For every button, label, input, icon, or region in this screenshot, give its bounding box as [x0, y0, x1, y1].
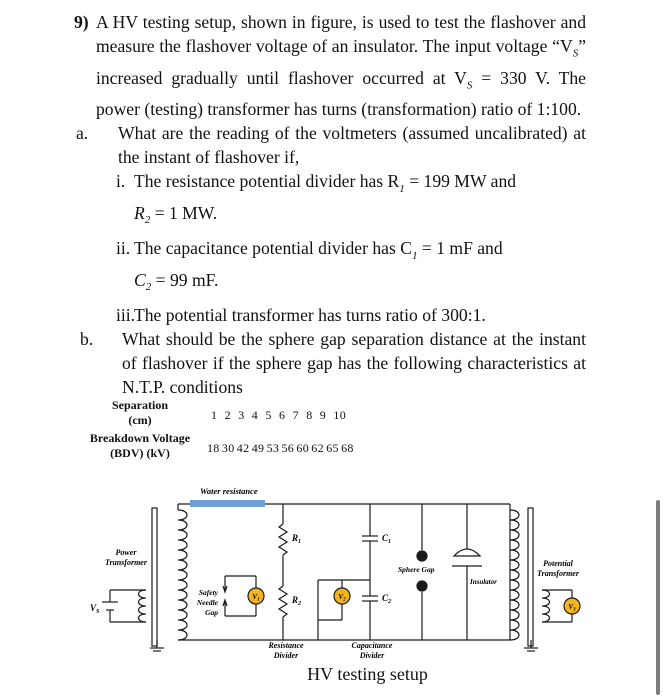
v2-meter — [334, 588, 350, 604]
r2-label: $R_2$ — [292, 595, 302, 607]
potential-transformer-label-1: Potential — [543, 559, 573, 568]
part-b-text: What should be the sphere gap separation distance at the instant of flashover if the sphere gap has the following characteristics at N.T.P. conditions — [122, 329, 586, 398]
safety-gap-label-1: Safety — [198, 588, 218, 597]
c2-label: $C_2$ — [382, 593, 392, 605]
primary-winding — [139, 590, 147, 622]
sphere-gap-label: Sphere Gap — [398, 565, 435, 574]
separation-values: 1 2 3 4 5 6 7 8 9 10 — [211, 408, 346, 422]
bdv-label: Breakdown Voltage (BDV) (kV) — [89, 431, 191, 460]
bdv-values: 18 30 42 49 53 56 60 62 65 68 — [207, 441, 354, 455]
pt-secondary — [542, 590, 550, 622]
capacitance-divider-label-1: Capacitance — [351, 641, 393, 650]
safety-gap-label-3: Gap — [205, 608, 218, 617]
r2-resistor — [279, 586, 287, 617]
question-text: A HV testing setup, shown in figure, is used to test the flashover and measure the flashover voltage of an insulator. The input voltage “$V_S$” increased gradually until flashover occurred at $V_S = 330$ V. The power (testing) transformer has turns (transformation) ratio of 1:100. — [96, 12, 586, 120]
r1-label: $R_1$ — [292, 533, 302, 545]
figure-caption: HV testing setup — [307, 664, 428, 684]
insulator-label: Insulator — [470, 578, 497, 586]
v2-label: $V_2$ — [338, 593, 346, 603]
part-a-item-2: ii. The capacitance potential divider has $C_1 = 1$ mF and $C_2 = 99$ mF. — [116, 238, 503, 294]
pt-primary — [510, 510, 519, 640]
resistance-divider-label-2: Divider — [273, 651, 299, 660]
v1-label: $V_1$ — [252, 593, 260, 603]
part-a-text: What are the reading of the voltmeters (assumed uncalibrated) at the instant of flashover if, — [118, 123, 586, 168]
v3-meter — [564, 598, 580, 614]
v3-label: $V_3$ — [568, 603, 576, 613]
c1-label: $C_1$ — [382, 533, 392, 545]
hv-testing-diagram — [80, 480, 600, 700]
part-a — [76, 121, 586, 169]
resistance-divider-label-1: Resistance — [268, 641, 304, 650]
question-number: 9) — [74, 12, 89, 32]
secondary-winding — [178, 510, 187, 640]
transformer-core — [152, 508, 157, 646]
safety-gap-label-2: Needle — [196, 598, 218, 607]
vs-label: $V_S$ — [90, 603, 100, 615]
potential-transformer-label-2: Transformer — [537, 569, 579, 578]
v1-meter — [248, 588, 264, 604]
part-a-item-3: iii. The potential transformer has turns ratio of 300:1. — [116, 305, 486, 326]
separation-label: Separation (cm) — [111, 398, 168, 427]
pt-core — [528, 508, 533, 646]
part-a-label: a. — [76, 123, 89, 144]
sphere-gap-bottom — [417, 581, 427, 591]
circuit-diagram — [80, 480, 600, 664]
power-transformer-label-2: Transformer — [105, 558, 147, 567]
capacitance-divider-label-2: Divider — [359, 651, 385, 660]
question-stem — [74, 10, 586, 121]
power-transformer-label-1: Power — [115, 548, 137, 557]
sphere-gap-table — [80, 398, 380, 468]
r1-resistor — [279, 524, 287, 555]
sphere-gap-top — [417, 551, 427, 561]
part-a-item-1: i. The resistance potential divider has $R_1 = 199$ MW and $R_2 = 1$ MW. — [116, 171, 517, 227]
part-b — [80, 327, 586, 399]
water-resistance-label: Water resistance — [200, 486, 258, 496]
scrollbar-thumb[interactable] — [656, 500, 660, 695]
question-9 — [74, 10, 586, 399]
water-resistance — [190, 500, 265, 507]
part-b-label: b. — [80, 329, 94, 350]
insulator — [454, 549, 480, 556]
